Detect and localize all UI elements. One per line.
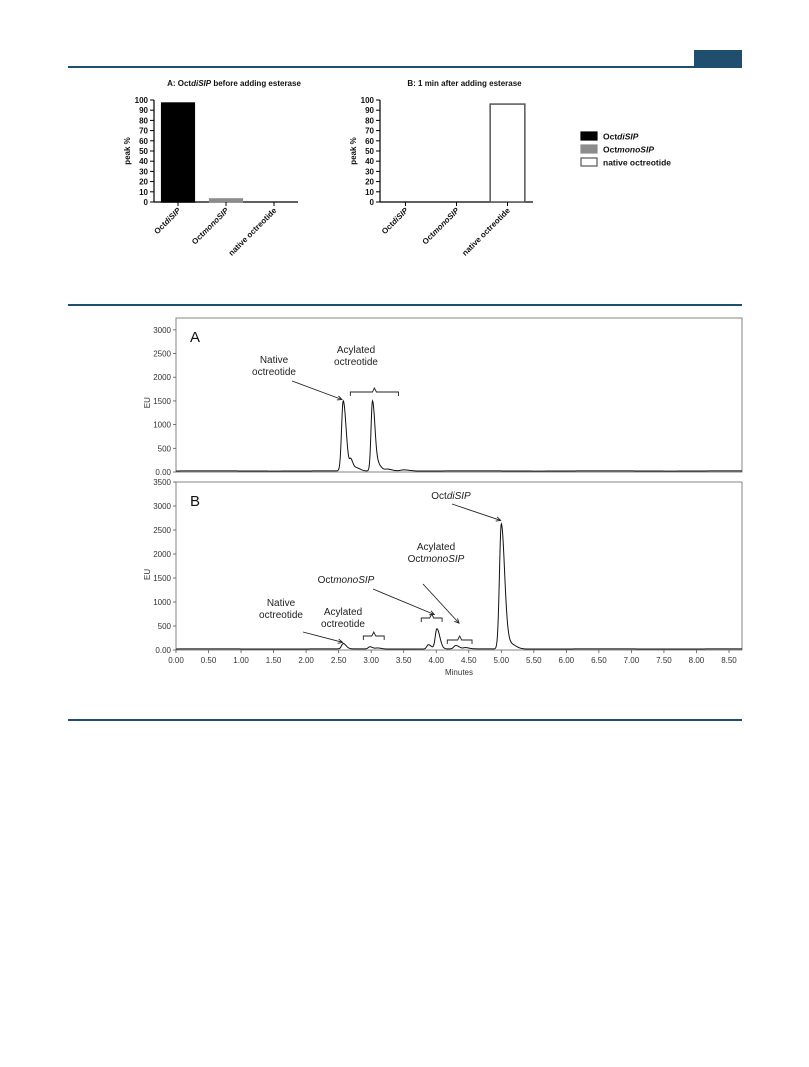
annotation-acylated-octmonosip-line2-italic: monoSIP bbox=[423, 554, 465, 565]
chart-title-prefix: B: 1 min after adding esterase bbox=[407, 79, 522, 88]
x-tick-label: 4.00 bbox=[428, 656, 445, 665]
y-tick-label: 2000 bbox=[153, 550, 171, 559]
y-axis-label: peak % bbox=[123, 137, 132, 165]
legend-label bbox=[603, 158, 671, 168]
annotation-octdisip-prefix: Oct bbox=[431, 491, 447, 502]
annotation-octdisip-italic: diSIP bbox=[446, 491, 471, 502]
bar-chart-figure bbox=[0, 70, 809, 300]
bracket-acylated-octmonosip bbox=[447, 636, 472, 644]
y-tick-label: 1500 bbox=[153, 574, 171, 583]
x-tick-label: 6.50 bbox=[591, 656, 607, 665]
chart-title-suffix: before adding esterase bbox=[211, 79, 301, 88]
bar-2 bbox=[490, 104, 525, 202]
x-tick-label: 7.50 bbox=[656, 656, 672, 665]
corner-tab bbox=[694, 50, 742, 67]
arrow-native bbox=[303, 632, 343, 642]
x-tick-label: 4.50 bbox=[460, 656, 477, 665]
y-tick-label: 10 bbox=[365, 187, 374, 197]
y-tick-label: 0.00 bbox=[155, 468, 171, 477]
x-tick-label-italic: monoSIP bbox=[430, 206, 461, 237]
annotation-acylated-octreotide-line1: Acylated bbox=[323, 607, 363, 618]
legend-swatch bbox=[581, 158, 597, 166]
x-tick-label-italic: diSIP bbox=[161, 206, 183, 227]
middle-rule bbox=[68, 304, 742, 306]
panel-label: A bbox=[190, 329, 201, 346]
x-tick-label-prefix: Oct bbox=[152, 220, 169, 237]
y-tick-label: 20 bbox=[139, 177, 148, 187]
y-tick-label: 20 bbox=[365, 177, 374, 187]
x-tick-label-prefix: Oct bbox=[379, 220, 396, 237]
x-tick-label: 7.00 bbox=[623, 656, 640, 665]
x-tick-label: 2.50 bbox=[330, 656, 347, 665]
annotation-octmonosip bbox=[318, 575, 375, 586]
y-tick-label: 30 bbox=[365, 167, 374, 177]
chart-title bbox=[407, 79, 522, 88]
x-tick-label bbox=[460, 206, 512, 258]
x-tick-label bbox=[190, 206, 231, 247]
bracket-acylated bbox=[363, 632, 384, 640]
annotation-native-octreotide-line2: octreotide bbox=[259, 610, 303, 621]
chart-title-italic: diSIP bbox=[191, 79, 212, 88]
y-tick-label: 100 bbox=[134, 96, 148, 105]
annotation-acylated-octmonosip-line2-prefix: Oct bbox=[407, 554, 424, 565]
y-tick-label: 1000 bbox=[153, 598, 171, 607]
x-tick-label: 0.00 bbox=[168, 656, 184, 665]
legend-label-prefix: native octreotide bbox=[603, 157, 672, 168]
y-tick-label: 60 bbox=[365, 136, 374, 146]
bracket-acylated bbox=[350, 388, 398, 396]
annotation-acylated-octreotide-line2: octreotide bbox=[321, 619, 365, 630]
arrow-acylated-octmonosip bbox=[423, 584, 459, 623]
x-tick-label-prefix: native octreotide bbox=[460, 206, 512, 258]
y-tick-label: 100 bbox=[360, 96, 374, 105]
x-tick-label bbox=[380, 206, 410, 236]
y-tick-label: 2500 bbox=[153, 526, 171, 535]
annotation-octmonosip-prefix: Oct bbox=[317, 575, 334, 586]
y-tick-label: 3000 bbox=[153, 325, 171, 335]
legend-label-prefix: Oct bbox=[603, 131, 618, 142]
x-tick-label: 1.00 bbox=[233, 656, 249, 665]
x-tick-label bbox=[152, 206, 182, 236]
legend-label bbox=[603, 132, 639, 142]
x-tick-label: 3.50 bbox=[395, 656, 412, 665]
legend-swatch bbox=[581, 132, 597, 140]
y-tick-label: 10 bbox=[139, 187, 148, 197]
y-tick-label: 1000 bbox=[153, 420, 171, 430]
bar-1 bbox=[210, 199, 243, 202]
plot-frame bbox=[176, 318, 742, 472]
x-tick-label bbox=[421, 206, 462, 247]
legend-label-italic: monoSIP bbox=[617, 144, 655, 155]
chromatogram-a bbox=[143, 318, 742, 477]
annotation-acylated-octreotide-line2: octreotide bbox=[334, 357, 378, 368]
y-tick-label: 40 bbox=[365, 157, 374, 167]
x-tick-label-prefix: Oct bbox=[190, 230, 206, 247]
plot-frame bbox=[176, 482, 742, 650]
bracket-octmonosip bbox=[421, 614, 442, 622]
y-axis-label: EU bbox=[143, 397, 152, 409]
chart-title-prefix: A: Oct bbox=[167, 79, 192, 88]
x-tick-label-prefix: Oct bbox=[420, 230, 437, 247]
x-tick-label-prefix: native octreotide bbox=[226, 206, 279, 258]
chromatogram-trace bbox=[176, 401, 742, 471]
x-tick-label-italic: diSIP bbox=[389, 206, 410, 227]
y-tick-label: 50 bbox=[365, 147, 374, 156]
annotation-native-octreotide-line1: Native bbox=[266, 598, 296, 609]
y-tick-label: 500 bbox=[157, 444, 171, 454]
annotation-octdisip bbox=[431, 491, 471, 502]
bar-chart-b bbox=[349, 79, 533, 258]
y-axis-label: EU bbox=[143, 568, 152, 580]
panel-label: B bbox=[190, 493, 201, 510]
x-tick-label: 1.50 bbox=[265, 656, 282, 665]
bar-chart-a bbox=[123, 79, 301, 258]
y-tick-label: 90 bbox=[139, 106, 148, 116]
y-tick-label: 500 bbox=[157, 622, 171, 631]
y-tick-label: 2000 bbox=[153, 373, 171, 383]
x-tick-label: 8.50 bbox=[721, 656, 737, 665]
legend-label bbox=[603, 145, 654, 155]
chromatogram-figure bbox=[0, 310, 809, 710]
legend-label-italic: diSIP bbox=[617, 131, 639, 142]
y-tick-label: 3500 bbox=[153, 478, 171, 487]
y-tick-label: 40 bbox=[139, 157, 148, 167]
annotation-native-octreotide-line1: Native bbox=[259, 355, 289, 366]
annotation-acylated-octmonosip-line2 bbox=[408, 554, 465, 565]
y-tick-label: 90 bbox=[365, 106, 374, 116]
y-tick-label: 80 bbox=[365, 116, 374, 126]
x-tick-label bbox=[227, 206, 279, 258]
top-rule bbox=[68, 66, 742, 68]
y-tick-label: 1500 bbox=[153, 396, 171, 406]
y-tick-label: 3000 bbox=[153, 502, 171, 511]
y-axis-label: peak % bbox=[349, 137, 358, 165]
arrow-octmonosip bbox=[373, 589, 434, 614]
y-tick-label: 60 bbox=[139, 136, 148, 146]
annotation-acylated-octreotide-line1: Acylated bbox=[336, 345, 376, 356]
chromatogram-trace bbox=[176, 524, 742, 649]
x-tick-label: 0.50 bbox=[200, 656, 217, 665]
y-tick-label: 0 bbox=[143, 198, 148, 207]
annotation-native-octreotide-line2: octreotide bbox=[252, 367, 296, 378]
arrow-native bbox=[292, 381, 342, 400]
legend-swatch bbox=[581, 145, 597, 153]
bar-0 bbox=[162, 103, 195, 202]
x-tick-label: 5.00 bbox=[493, 656, 510, 665]
chromatogram-b bbox=[143, 478, 742, 677]
arrow-octdisip bbox=[452, 504, 501, 520]
y-tick-label: 70 bbox=[365, 126, 374, 136]
chart-title bbox=[167, 79, 301, 88]
y-tick-label: 80 bbox=[139, 116, 148, 126]
y-tick-label: 0 bbox=[369, 198, 374, 207]
x-tick-label-italic: monoSIP bbox=[199, 206, 231, 237]
x-axis-label: Minutes bbox=[444, 668, 474, 677]
y-tick-label: 70 bbox=[139, 126, 148, 136]
x-tick-label: 3.00 bbox=[363, 656, 379, 665]
annotation-acylated-octmonosip-line1: Acylated bbox=[416, 542, 456, 553]
y-tick-label: 30 bbox=[139, 167, 148, 177]
y-tick-label: 0.00 bbox=[155, 646, 171, 655]
y-tick-label: 50 bbox=[139, 147, 148, 156]
annotation-octmonosip-italic: monoSIP bbox=[333, 575, 375, 586]
x-tick-label: 2.00 bbox=[298, 656, 314, 665]
legend bbox=[581, 132, 671, 168]
x-tick-label: 6.00 bbox=[558, 656, 575, 665]
bottom-rule bbox=[68, 719, 742, 721]
x-tick-label: 8.00 bbox=[688, 656, 705, 665]
legend-label-prefix: Oct bbox=[603, 144, 618, 155]
y-tick-label: 2500 bbox=[153, 349, 171, 359]
x-tick-label: 5.50 bbox=[526, 656, 542, 665]
